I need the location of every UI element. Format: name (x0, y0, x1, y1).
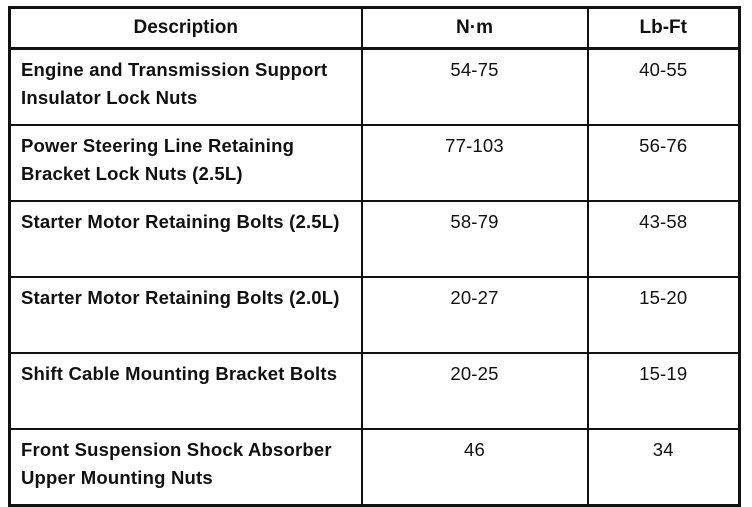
column-header-description: Description (10, 8, 362, 49)
table-body (10, 49, 740, 506)
torque-specifications-table (8, 6, 741, 507)
description-cell: Power Steering Line Retaining Bracket Lock Nuts (2.5L) (10, 125, 362, 201)
lbft-cell: 40-55 (588, 49, 740, 126)
nm-cell: 20-25 (362, 353, 588, 429)
table-row (10, 125, 740, 201)
table-row (10, 429, 740, 506)
nm-cell: 46 (362, 429, 588, 506)
description-cell: Engine and Transmission Support Insulator Lock Nuts (10, 49, 362, 126)
table-row (10, 353, 740, 429)
column-header-lbft: Lb-Ft (588, 8, 740, 49)
lbft-cell: 43-58 (588, 201, 740, 277)
lbft-cell: 56-76 (588, 125, 740, 201)
nm-cell: 54-75 (362, 49, 588, 126)
description-cell: Starter Motor Retaining Bolts (2.5L) (10, 201, 362, 277)
table-row (10, 201, 740, 277)
table-row (10, 49, 740, 126)
description-cell: Starter Motor Retaining Bolts (2.0L) (10, 277, 362, 353)
column-header-nm: N·m (362, 8, 588, 49)
table-header (10, 8, 740, 49)
lbft-cell: 15-20 (588, 277, 740, 353)
description-cell: Front Suspension Shock Absorber Upper Mounting Nuts (10, 429, 362, 506)
lbft-cell: 34 (588, 429, 740, 506)
table-row (10, 277, 740, 353)
nm-cell: 77-103 (362, 125, 588, 201)
header-row (10, 8, 740, 49)
lbft-cell: 15-19 (588, 353, 740, 429)
nm-cell: 20-27 (362, 277, 588, 353)
description-cell: Shift Cable Mounting Bracket Bolts (10, 353, 362, 429)
nm-cell: 58-79 (362, 201, 588, 277)
